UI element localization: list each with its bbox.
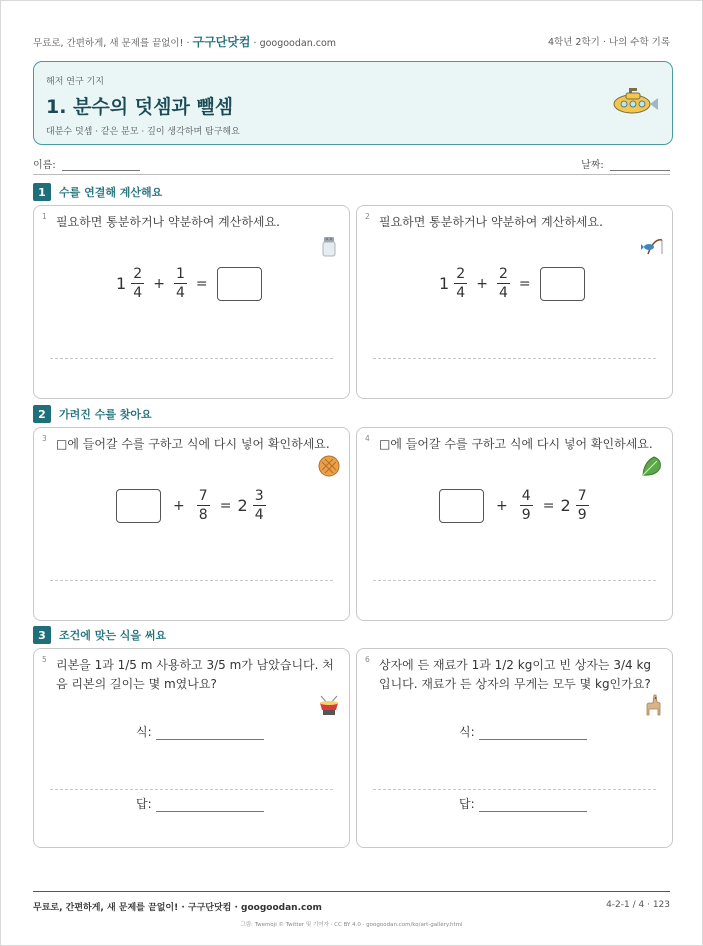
answer-box[interactable] [540, 267, 585, 301]
fraction-b [197, 488, 210, 523]
numerator: 7 [198, 488, 208, 504]
problem-card-5 [33, 648, 350, 848]
section-number: 2 [33, 405, 51, 423]
denominator: 4 [456, 285, 466, 301]
problem-number: 5 [42, 655, 47, 664]
title-small: 해저 연구 기지 [46, 77, 104, 87]
page-title: 1. 분수의 덧셈과 뺄셈 [46, 96, 234, 118]
numerator: 4 [521, 488, 531, 504]
problem-text: 리본을 1과 1/5 m 사용하고 3/5 m가 남았습니다. 처음 리본의 길이는 몇 m였나요? [56, 658, 334, 691]
denominator: 4 [133, 285, 143, 301]
numerator: 2 [498, 266, 508, 282]
header-site[interactable]: googoodan.com [259, 37, 337, 49]
salt-shaker-icon [317, 234, 341, 258]
fondue-icon [317, 693, 341, 717]
result-whole: 2 [560, 496, 571, 515]
answer-blank[interactable] [479, 800, 587, 812]
denominator: 8 [198, 507, 208, 523]
fraction-bar [131, 283, 144, 284]
answer-label: 답: [136, 797, 152, 811]
fishing-pole-icon [640, 234, 664, 258]
header-brand[interactable]: 구구단닷컴 [192, 34, 251, 49]
equals-operator: = [219, 497, 232, 514]
plus-operator: + [476, 275, 488, 292]
header-left [33, 33, 336, 50]
section-number: 3 [33, 626, 51, 644]
fraction-bar [253, 505, 266, 506]
formula-blank[interactable] [156, 728, 264, 740]
denominator: 9 [577, 507, 587, 523]
problem-text: □에 들어갈 수를 구하고 식에 다시 넣어 확인하세요. [379, 437, 653, 451]
answer-blank[interactable] [156, 800, 264, 812]
problem-card-4 [356, 427, 673, 621]
fraction-bar [454, 283, 467, 284]
denominator: 4 [175, 285, 185, 301]
problem-card-3 [33, 427, 350, 621]
fraction-bar [497, 283, 510, 284]
answer-box[interactable] [217, 267, 262, 301]
problem-card-1 [33, 205, 350, 399]
formula-line [459, 723, 587, 740]
result-fraction [576, 488, 589, 523]
problem-text: 상자에 든 재료가 1과 1/2 kg이고 빈 상자는 3/4 kg입니다. 재료가 든 상자의 무게는 모두 몇 kg인가요? [379, 658, 652, 691]
fraction-a [131, 266, 144, 301]
date-field[interactable] [581, 156, 670, 171]
plus-operator: + [173, 497, 185, 514]
equals-operator: = [518, 275, 531, 292]
footer-page-code: 4-2-1 / 4 · 123 [606, 900, 670, 910]
header-separator: · [253, 37, 257, 49]
name-label: 이름: [33, 160, 56, 171]
section-number: 1 [33, 183, 51, 201]
fraction-b [520, 488, 533, 523]
problem-number: 2 [365, 212, 370, 221]
equals-operator: = [195, 275, 208, 292]
formula-label: 식: [136, 725, 152, 739]
submarine-icon [612, 86, 660, 116]
title-description: 대분수 덧셈 · 같은 분모 · 깊이 생각하며 탐구해요 [46, 127, 240, 137]
numerator: 3 [254, 488, 264, 504]
divider-line [373, 580, 656, 581]
denominator: 4 [498, 285, 508, 301]
fraction-bar [520, 505, 533, 506]
result-fraction [253, 488, 266, 523]
header-separator: · [186, 37, 190, 49]
section-1-header [33, 182, 162, 202]
divider-line [50, 789, 333, 790]
blank-box[interactable] [116, 489, 161, 523]
fraction-bar [174, 283, 187, 284]
formula-label: 식: [459, 725, 475, 739]
section-label: 가려진 수를 찾아요 [59, 408, 152, 421]
top-header [33, 31, 670, 51]
date-blank[interactable] [610, 160, 670, 171]
problem-text: □에 들어갈 수를 구하고 식에 다시 넣어 확인하세요. [56, 437, 330, 451]
header-course: 4학년 2학기 · 나의 수학 기록 [548, 37, 670, 48]
formula-blank[interactable] [479, 728, 587, 740]
problem-number: 3 [42, 434, 47, 443]
fraction-a [454, 266, 467, 301]
answer-line [459, 795, 587, 812]
equation [439, 266, 585, 301]
divider-line [373, 789, 656, 790]
problem-number: 1 [42, 212, 47, 221]
name-blank[interactable] [62, 160, 140, 171]
equals-operator: = [542, 497, 555, 514]
footer [33, 891, 670, 913]
fraction-b [497, 266, 510, 301]
fraction-bar [197, 505, 210, 506]
blank-box[interactable] [439, 489, 484, 523]
formula-line [136, 723, 264, 740]
date-label: 날짜: [581, 160, 604, 171]
footer-tagline: 무료로, 간편하게, 새 문제를 끝없이! · 구구단닷컴 · googoodan.com [33, 903, 322, 913]
section-label: 조건에 맞는 식을 써요 [59, 629, 167, 642]
plus-operator: + [153, 275, 165, 292]
plus-operator: + [496, 497, 508, 514]
result-whole: 2 [237, 496, 248, 515]
section-label: 수를 연결해 계산해요 [59, 186, 163, 199]
image-credit: 그림: Twemoji © Twitter 및 기여자 · CC BY 4.0 · googoodan.com/ko/art-gallery.html [240, 922, 463, 928]
numerator: 7 [577, 488, 587, 504]
whole-number: 1 [439, 274, 450, 293]
whole-number: 1 [116, 274, 127, 293]
equation [116, 266, 262, 301]
divider-line [373, 358, 656, 359]
llama-icon [640, 693, 664, 717]
denominator: 9 [521, 507, 531, 523]
problem-text: 필요하면 통분하거나 약분하여 계산하세요. [56, 215, 280, 229]
problem-number: 4 [365, 434, 370, 443]
fraction-bar [576, 505, 589, 506]
numerator: 2 [456, 266, 466, 282]
divider-line [50, 358, 333, 359]
problem-number: 6 [365, 655, 370, 664]
header-tagline: 무료로, 간편하게, 새 문제를 끝없이! [33, 37, 184, 49]
denominator: 4 [254, 507, 264, 523]
problem-card-2 [356, 205, 673, 399]
numerator: 1 [175, 266, 185, 282]
divider-line [50, 580, 333, 581]
section-2-header [33, 404, 152, 424]
fraction-b [174, 266, 187, 301]
problem-text: 필요하면 통분하거나 약분하여 계산하세요. [379, 215, 603, 229]
problem-card-6 [356, 648, 673, 848]
equation [116, 488, 266, 523]
answer-label: 답: [459, 797, 475, 811]
waffle-icon [317, 454, 341, 478]
section-3-header [33, 625, 166, 645]
leafy-green-icon [640, 454, 664, 478]
name-field[interactable] [33, 156, 140, 171]
name-date-row [33, 153, 670, 175]
numerator: 2 [133, 266, 143, 282]
equation [439, 488, 589, 523]
answer-line [136, 795, 264, 812]
title-box [33, 61, 673, 145]
